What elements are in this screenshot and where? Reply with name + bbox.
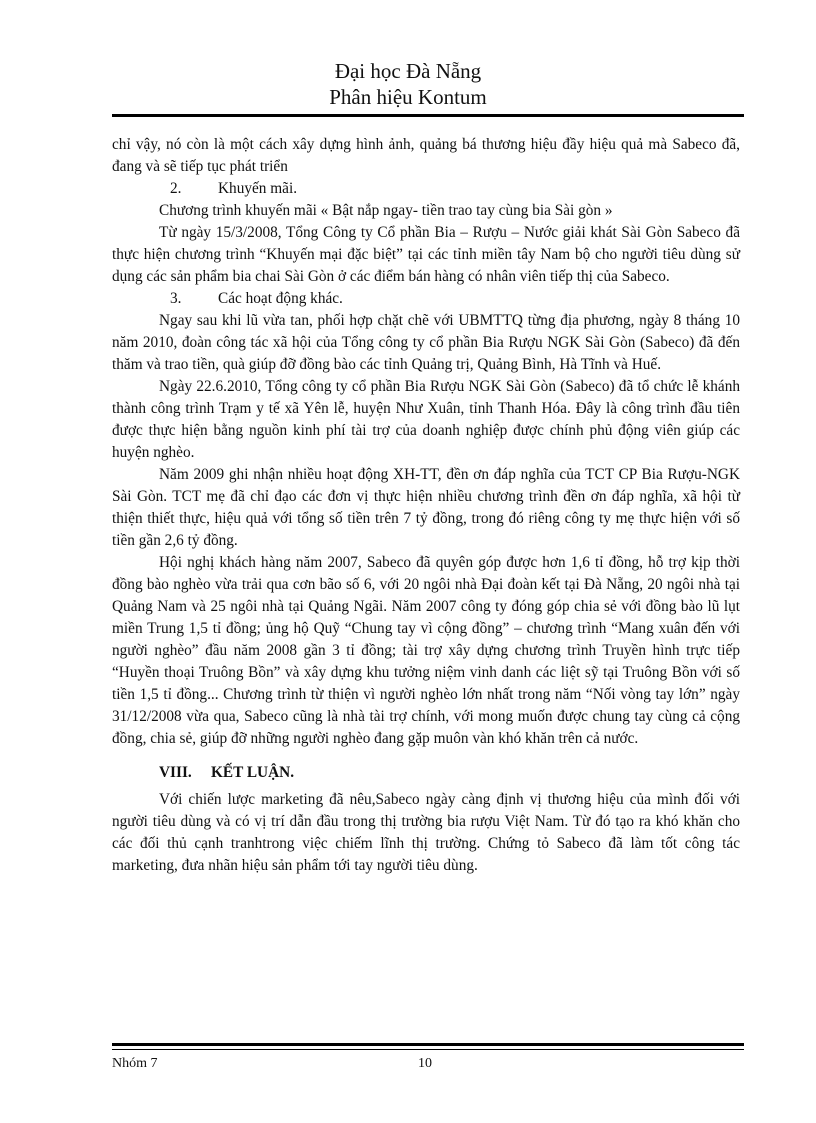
- section-heading: [112, 762, 740, 784]
- section-number: VIII.: [159, 764, 192, 781]
- list-number: 2.: [170, 180, 182, 197]
- paragraph: Ngày 22.6.2010, Tổng công ty cổ phần Bia Rượu NGK Sài Gòn (Sabeco) đã tổ chức lễ khánh thành công trình Trạm y tế xã Yên lễ, huyện Như Xuân, tỉnh Thanh Hóa. Đây là công trình đầu tiên được thực hiện bằng nguồn kinh phí tài trợ của doanh nghiệp được chính phủ động viên giúp các huyện nghèo.: [112, 378, 740, 461]
- list-item-promotion: [112, 178, 740, 200]
- group-name: Nhóm 7: [112, 1056, 158, 1071]
- page-header: [0, 58, 816, 110]
- paragraph: Năm 2009 ghi nhận nhiều hoạt động XH-TT, đền ơn đáp nghĩa của TCT CP Bia Rượu-NGK Sài Gòn. TCT mẹ đã chỉ đạo các đơn vị thực hiện nhiều chương trình đền ơn đáp nghĩa, xã hội từ thiện thiết thực, hiệu quả với tổng số tiền trên 7 tỷ đồng, trong đó riêng công ty mẹ thực hiện với số tiền gần 2,6 tỷ đồng.: [112, 466, 740, 549]
- document-body: [112, 134, 740, 877]
- paragraph: Chương trình khuyến mãi « Bật nắp ngay- tiền trao tay cùng bia Sài gòn »: [159, 202, 613, 219]
- paragraph: chỉ vậy, nó còn là một cách xây dựng hình ảnh, quảng bá thương hiệu đầy hiệu quả mà Sabeco đã, đang và sẽ tiếp tục phát triển: [112, 136, 740, 175]
- list-label: Các hoạt động khác.: [218, 290, 343, 307]
- list-number: 3.: [170, 290, 182, 307]
- paragraph: Hội nghị khách hàng năm 2007, Sabeco đã quyên góp được hơn 1,6 tỉ đồng, hỗ trợ kịp thời đồng bào nghèo vừa trải qua cơn bão số 6, với 20 ngôi nhà Đại đoàn kết tại Đà Nẵng, 20 ngôi nhà tại Quảng Nam và 25 ngôi nhà tại Quảng Ngãi. Năm 2007 công ty đóng góp chia sẻ với đồng bào lũ lụt miền Trung 1,5 tỉ đồng; ủng hộ Quỹ “Chung tay vì cộng đồng” – chương trình “Mang xuân đến với người nghèo” đầu năm 2008 gần 3 tỉ đồng; tài trợ xây dựng chương trình Truyền hình trực tiếp “Huyền thoại Truông Bồn” và xây dựng khu tưởng niệm vinh danh các liệt sỹ tại Truông Bồn với số tiền 1,5 tỉ đồng... Chương trình từ thiện vì người nghèo lớn nhất trong năm “Nối vòng tay lớn” ngày 31/12/2008 vừa qua, Sabeco cũng là nhà tài trợ chính, với mong muốn được chung tay cùng cả cộng đồng, chia sẻ, giúp đỡ những người nghèo đang gặp muôn vàn khó khăn trên cả nước.: [112, 554, 740, 747]
- list-label: Khuyến mãi.: [218, 180, 298, 197]
- list-item-other-activities: [112, 288, 740, 310]
- campus-name: Phân hiệu Kontum: [329, 85, 487, 109]
- section-title: KẾT LUẬN.: [211, 764, 295, 781]
- page-number: 10: [418, 1056, 432, 1071]
- paragraph: Với chiến lược marketing đã nêu,Sabeco ngày càng định vị thương hiệu của mình đối với người tiêu dùng và có vị trí dẫn đầu trong thị trường bia rượu Việt Nam. Từ đó tạo ra khó khăn cho các đối thủ cạnh tranhtrong việc chiếm lĩnh thị trường. Chứng tỏ Sabeco đã làm tốt công tác marketing, đưa nhãn hiệu sản phẩm tới tay người tiêu dùng.: [112, 791, 740, 874]
- footer-divider-thin: [112, 1049, 744, 1050]
- footer-divider-thick: [112, 1043, 744, 1046]
- university-name: Đại học Đà Nẵng: [334, 59, 482, 83]
- header-divider: [112, 114, 744, 117]
- paragraph: Ngay sau khi lũ vừa tan, phối hợp chặt chẽ với UBMTTQ từng địa phương, ngày 8 tháng 10 năm 2010, đoàn công tác xã hội của Tổng công ty cổ phần Bia Rượu NGK Sài Gòn (Sabeco) đã đến thăm và trao tiền, quà giúp đỡ đồng bào các tỉnh Quảng trị, Quảng Bình, Hà Tĩnh và Huế.: [112, 312, 740, 373]
- paragraph: Từ ngày 15/3/2008, Tổng Công ty Cổ phần Bia – Rượu – Nước giải khát Sài Gòn Sabeco đã thực hiện chương trình “Khuyến mại đặc biệt” tại các tỉnh miền tây Nam bộ cho người tiêu dùng sử dụng các sản phẩm bia chai Sài Gòn ở các điểm bán hàng có nhân viên tiếp thị của Sabeco.: [112, 224, 740, 285]
